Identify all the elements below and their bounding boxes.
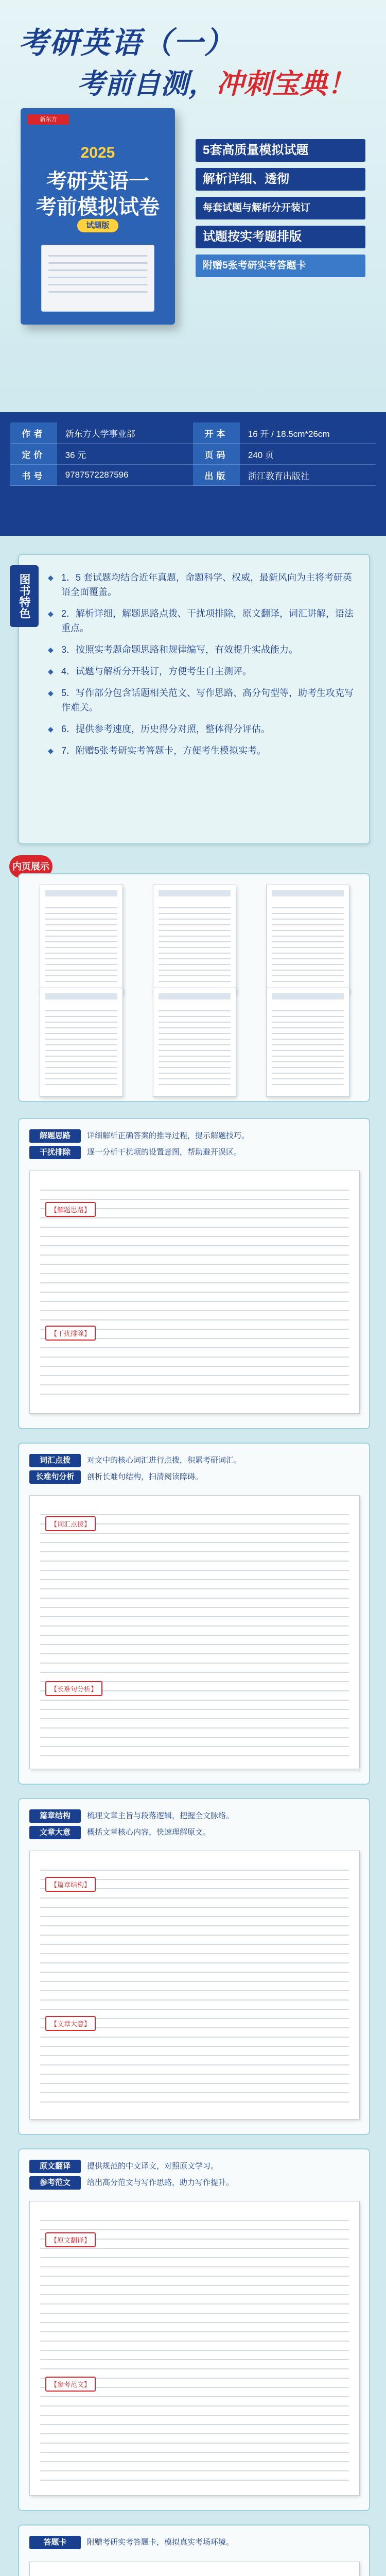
book-features-label: 图书特色 bbox=[10, 565, 39, 627]
preview-grid bbox=[18, 873, 370, 1102]
callout-tag: 【解题思路】 bbox=[45, 1202, 96, 1217]
book-features-card bbox=[18, 554, 370, 844]
tag-name: 文章大意 bbox=[29, 1826, 81, 1839]
list-item: ◆ 5．写作部分包含话题相关范文、写作思路、高分句型等，助考生攻克写作难关。 bbox=[48, 686, 357, 715]
page-thumbnail bbox=[266, 988, 349, 1097]
list-item: ◆ 6．提供参考速度，历史得分对照，整体得分评估。 bbox=[48, 722, 357, 736]
feature-item: 每套试题与解析分开装订 bbox=[196, 197, 365, 219]
preview-label: 内页展示 bbox=[9, 855, 52, 878]
tag-row bbox=[29, 2176, 359, 2190]
info-value: 36 元 bbox=[57, 444, 194, 465]
book-year: 2025 bbox=[80, 144, 115, 161]
feature-item: 5套高质量模拟试题 bbox=[196, 139, 365, 162]
hero-subtitle bbox=[77, 62, 355, 101]
section-tags bbox=[29, 1129, 359, 1162]
list-item: ◆ 4．试题与解析分开装订，方便考生自主测评。 bbox=[48, 664, 357, 679]
tag-row bbox=[29, 1129, 359, 1143]
hero-subtitle-a: 考前自测， bbox=[77, 67, 216, 100]
list-item: ◆ 2．解析详细，解题思路点拨、干扰项排除，原文翻译，词汇讲解，语法重点。 bbox=[48, 606, 357, 635]
info-label: 作者 bbox=[10, 422, 57, 444]
tag-row bbox=[29, 2160, 359, 2173]
table-row bbox=[10, 444, 376, 465]
callout-tag: 【参考范文】 bbox=[45, 2377, 96, 2392]
table-row bbox=[10, 422, 376, 444]
book-info bbox=[0, 412, 386, 536]
page-sample bbox=[29, 2201, 360, 2496]
info-label: 定价 bbox=[10, 444, 57, 465]
book-title-line1: 考研英语一 bbox=[46, 170, 149, 193]
content-section bbox=[18, 2524, 370, 2576]
page-thumbnail bbox=[153, 988, 236, 1097]
book-pages-illustration bbox=[41, 245, 154, 312]
book-info-table bbox=[10, 422, 376, 486]
tag-name: 解题思路 bbox=[29, 1129, 81, 1143]
tag-name: 参考范文 bbox=[29, 2176, 81, 2190]
list-item: ◆ 7．附赠5张考研实考答题卡，方便考生模拟实考。 bbox=[48, 743, 357, 758]
tag-name: 词汇点拨 bbox=[29, 1454, 81, 1467]
feature-item: 试题按实考题排版 bbox=[196, 226, 365, 248]
section-tags bbox=[29, 2536, 359, 2552]
tag-row bbox=[29, 1826, 359, 1839]
book-edition-badge: 试题版 bbox=[77, 219, 118, 232]
tag-name: 答题卡 bbox=[29, 2536, 81, 2549]
tag-desc: 剖析长难句结构，扫清阅读障碍。 bbox=[87, 1472, 203, 1481]
tag-row bbox=[29, 1470, 359, 1484]
book-features-list bbox=[48, 570, 357, 765]
page-thumbnail bbox=[266, 885, 349, 994]
tag-desc: 详细解析正确答案的推导过程，提示解题技巧。 bbox=[87, 1131, 250, 1140]
answer-sheet-sample bbox=[29, 2562, 360, 2576]
content-section bbox=[18, 1118, 370, 1429]
info-label: 开本 bbox=[193, 422, 240, 444]
info-value: 9787572287596 bbox=[57, 465, 194, 486]
info-label: 页码 bbox=[193, 444, 240, 465]
page-thumbnail bbox=[40, 885, 123, 994]
list-item: ◆ 1．5 套试题均结合近年真题，命题科学、权威，最新风向为主将考研英语全面覆盖。 bbox=[48, 570, 357, 599]
callout-tag: 【长难句分析】 bbox=[45, 1681, 102, 1696]
tag-row bbox=[29, 2536, 359, 2549]
tag-desc: 给出高分范文与写作思路，助力写作提升。 bbox=[87, 2178, 234, 2187]
hero-banner bbox=[0, 0, 386, 402]
callout-tag: 【干扰排除】 bbox=[45, 1326, 96, 1341]
content-section bbox=[18, 1443, 370, 1785]
list-item: ◆ 3．按照实考题命题思路和规律编写，有效提升实战能力。 bbox=[48, 642, 357, 657]
tag-desc: 概括文章核心内容，快速理解原文。 bbox=[87, 1828, 211, 1837]
tag-name: 篇章结构 bbox=[29, 1809, 81, 1823]
book-title-line2: 考前模拟试卷 bbox=[36, 196, 160, 218]
tag-row bbox=[29, 1454, 359, 1467]
hero-subtitle-b: 冲刺宝典！ bbox=[216, 67, 355, 100]
info-value: 新东方大学事业部 bbox=[57, 422, 194, 444]
feature-list bbox=[196, 139, 365, 283]
info-label: 书号 bbox=[10, 465, 57, 486]
info-value: 240 页 bbox=[240, 444, 376, 465]
table-row bbox=[10, 465, 376, 486]
feature-item: 解析详细、透彻 bbox=[196, 168, 365, 191]
page-thumbnail bbox=[40, 988, 123, 1097]
info-value: 16 开 / 18.5cm*26cm bbox=[240, 422, 376, 444]
tag-desc: 对文中的核心词汇进行点拨，积累考研词汇。 bbox=[87, 1456, 242, 1465]
tag-desc: 提供规范的中文译文，对照原文学习。 bbox=[87, 2162, 219, 2171]
tag-row bbox=[29, 1146, 359, 1159]
feature-item: 附赠5张考研实考答题卡 bbox=[196, 255, 365, 277]
book-cover bbox=[21, 108, 175, 325]
tag-desc: 梳理文章主旨与段落逻辑，把握全文脉络。 bbox=[87, 1811, 234, 1820]
tag-row bbox=[29, 1809, 359, 1823]
tag-name: 长难句分析 bbox=[29, 1470, 81, 1484]
tag-name: 干扰排除 bbox=[29, 1146, 81, 1159]
callout-tag: 【篇章结构】 bbox=[45, 1877, 96, 1892]
info-value: 浙江教育出版社 bbox=[240, 465, 376, 486]
tag-desc: 附赠考研实考答题卡，模拟真实考场环境。 bbox=[87, 2538, 234, 2547]
callout-tag: 【词汇点拨】 bbox=[45, 1516, 96, 1531]
info-label: 出版 bbox=[193, 465, 240, 486]
hero-title: 考研英语（一） bbox=[19, 25, 235, 60]
section-tags bbox=[29, 2160, 359, 2193]
section-tags bbox=[29, 1809, 359, 1842]
section-tags bbox=[29, 1454, 359, 1487]
content-section bbox=[18, 2148, 370, 2511]
brand-logo: 新东方 bbox=[28, 114, 69, 125]
page-sample bbox=[29, 1171, 360, 1414]
content-section bbox=[18, 1798, 370, 2135]
tag-desc: 逐一分析干扰项的设置意图，帮助避开误区。 bbox=[87, 1148, 242, 1157]
page-thumbnail bbox=[153, 885, 236, 994]
callout-tag: 【原文翻译】 bbox=[45, 2232, 96, 2247]
page-sample bbox=[29, 1851, 360, 2120]
tag-name: 原文翻译 bbox=[29, 2160, 81, 2173]
page-sample bbox=[29, 1495, 360, 1769]
callout-tag: 【文章大意】 bbox=[45, 2016, 96, 2031]
